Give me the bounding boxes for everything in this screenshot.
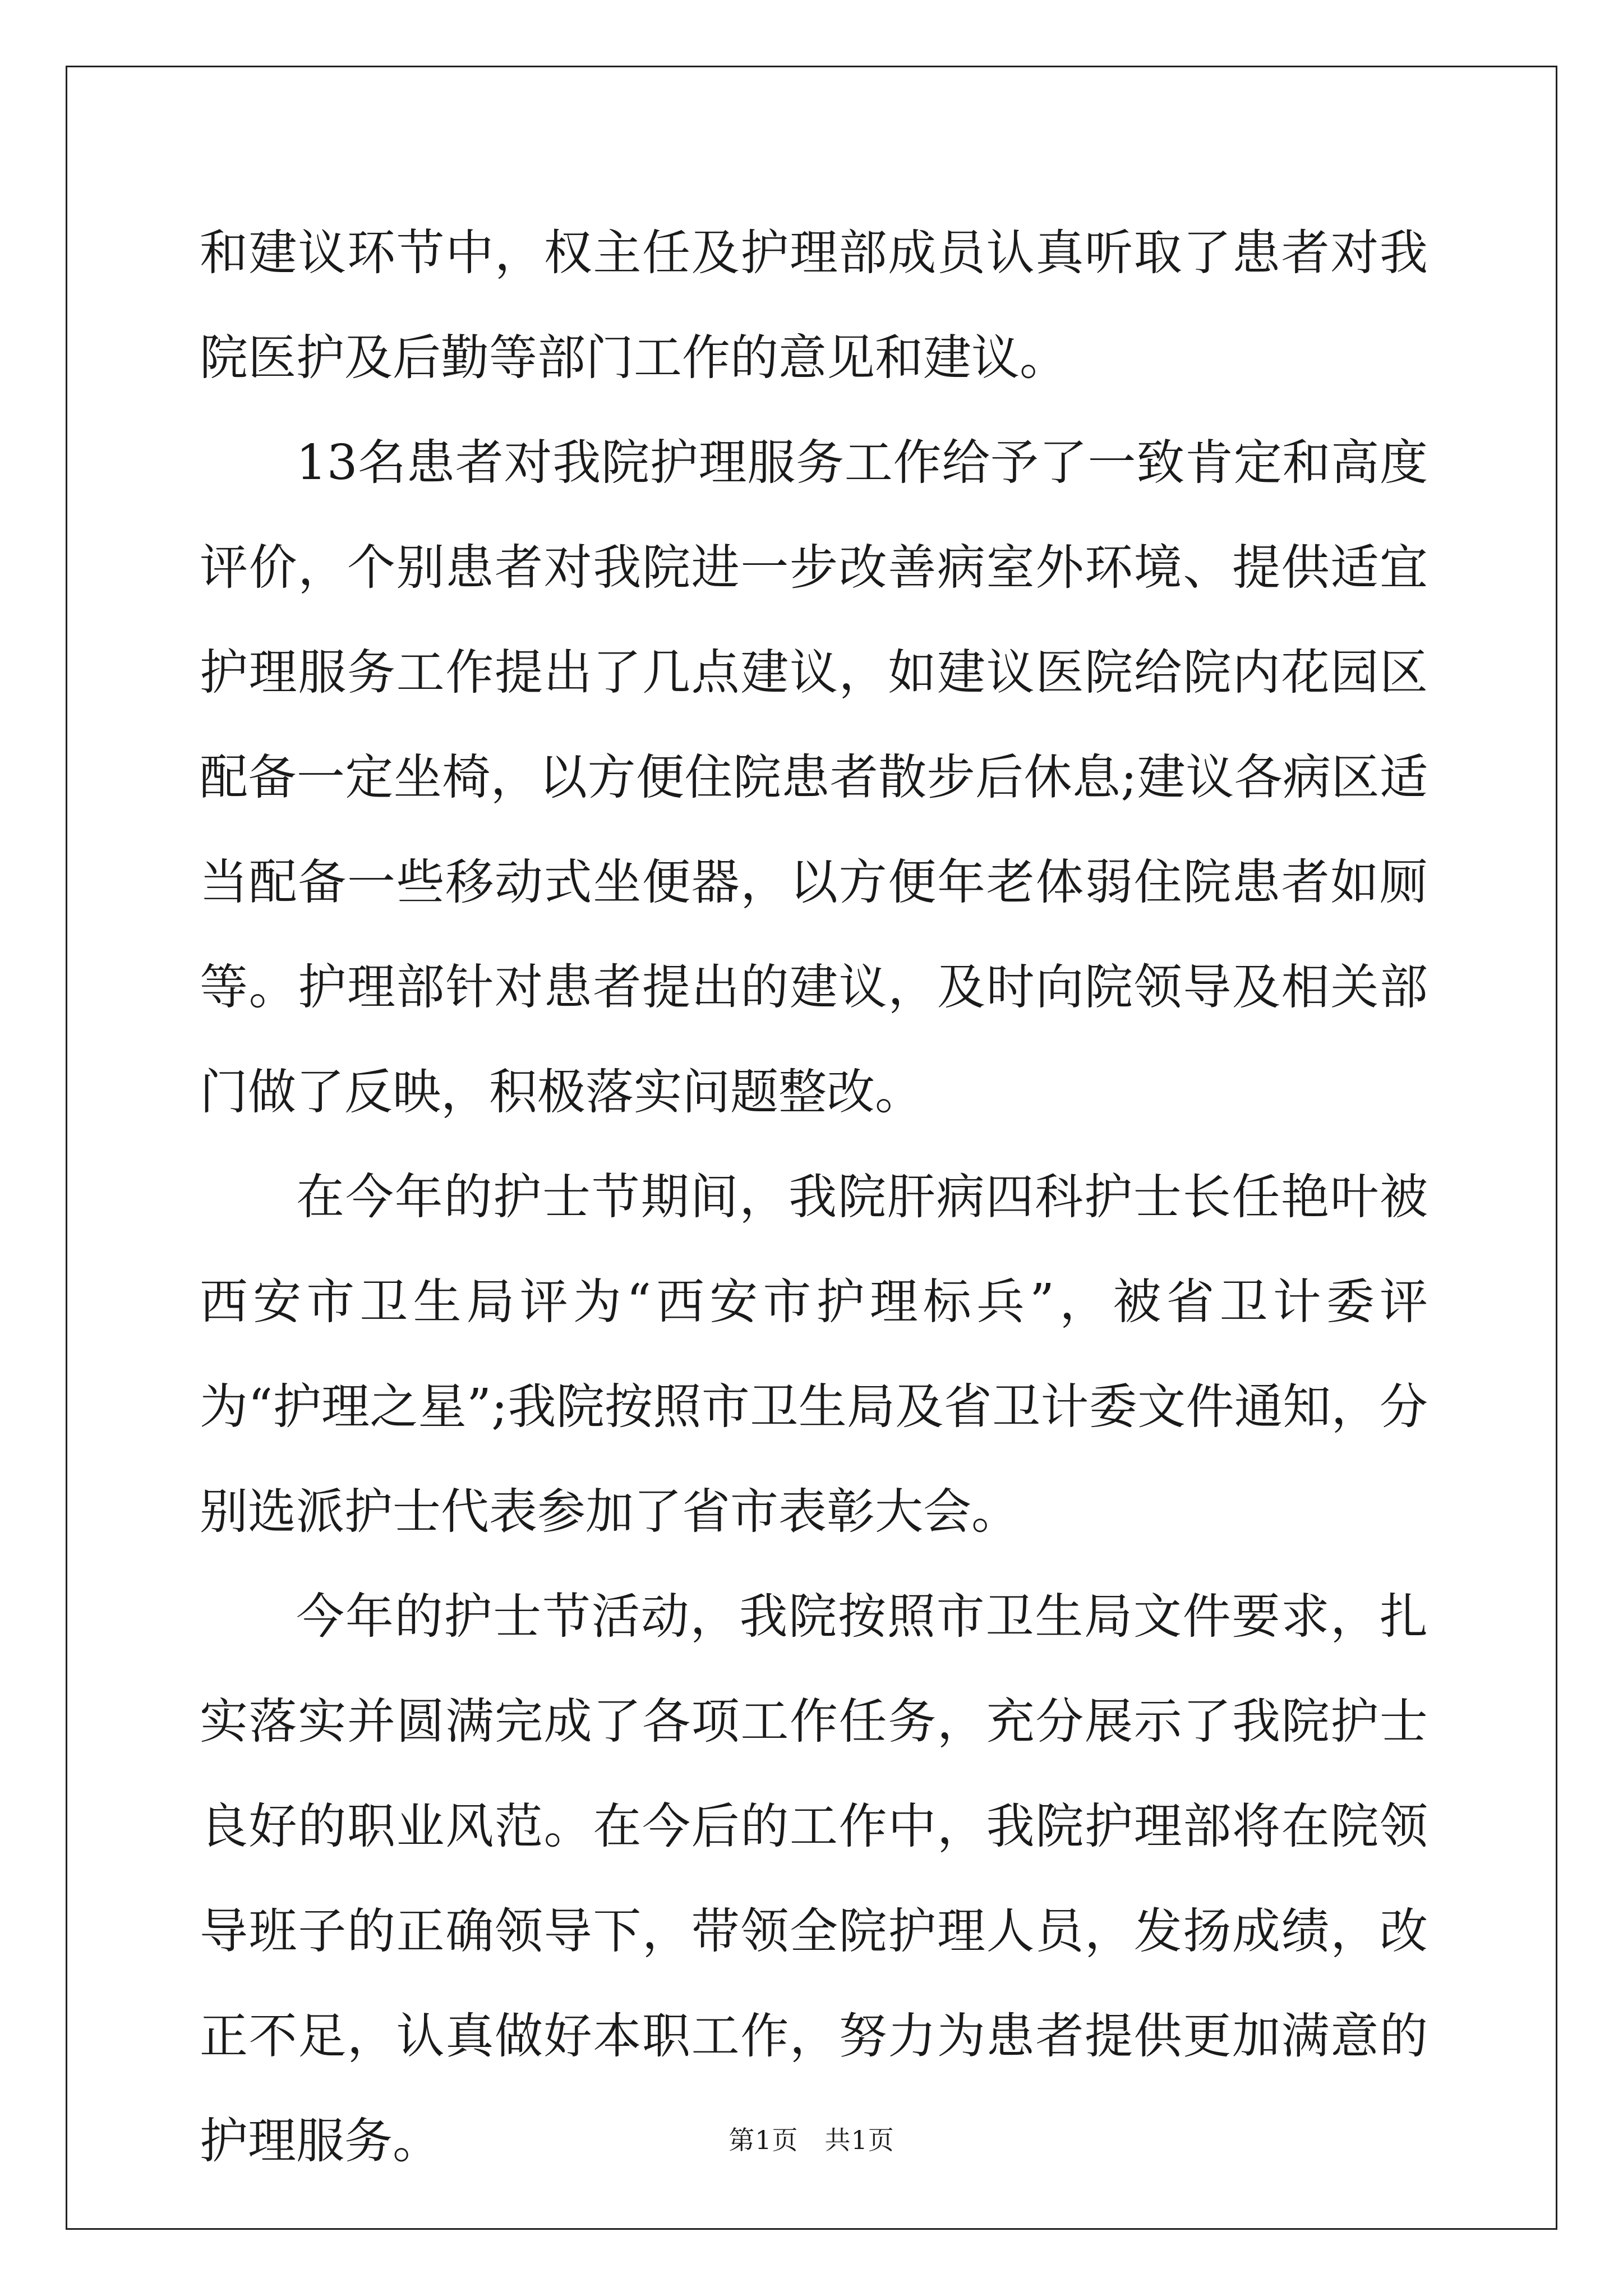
- document-body: [200, 201, 1428, 2194]
- paragraph-3: 在今年的护士节期间，我院肝病四科护士长任艳叶被西安市卫生局评为“西安市护理标兵”，被省卫计委评为“护理之星”;我院按照市卫生局及省卫计委文件通知，分别选派护士代表参加了省市表彰大会。: [200, 1169, 1428, 1540]
- paragraph-4: 今年的护士节活动，我院按照市卫生局文件要求，扎实落实并圆满完成了各项工作任务，充分展示了我院护士良好的职业风范。在今后的工作中，我院护理部将在院领导班子的正确领导下，带领全院护理人员，发扬成绩，改正不足，认真做好本职工作，努力为患者提供更加满意的护理服务。: [200, 1589, 1428, 2169]
- paragraph-1: 和建议环节中，权主任及护理部成员认真听取了患者对我院医护及后勤等部门工作的意见和建议。: [200, 225, 1428, 386]
- paragraph-2: 13名患者对我院护理服务工作给予了一致肯定和高度评价，个别患者对我院进一步改善病室外环境、提供适宜护理服务工作提出了几点建议，如建议医院给院内花园区配备一定坐椅，以方便住院患者散步后休息;建议各病区适当配备一些移动式坐便器，以方便年老体弱住院患者如厕等。护理部针对患者提出的建议，及时向院领导及相关部门做了反映，积极落实问题整改。: [200, 435, 1428, 1120]
- page-number-footer: 第1页 共1页: [728, 2125, 895, 2155]
